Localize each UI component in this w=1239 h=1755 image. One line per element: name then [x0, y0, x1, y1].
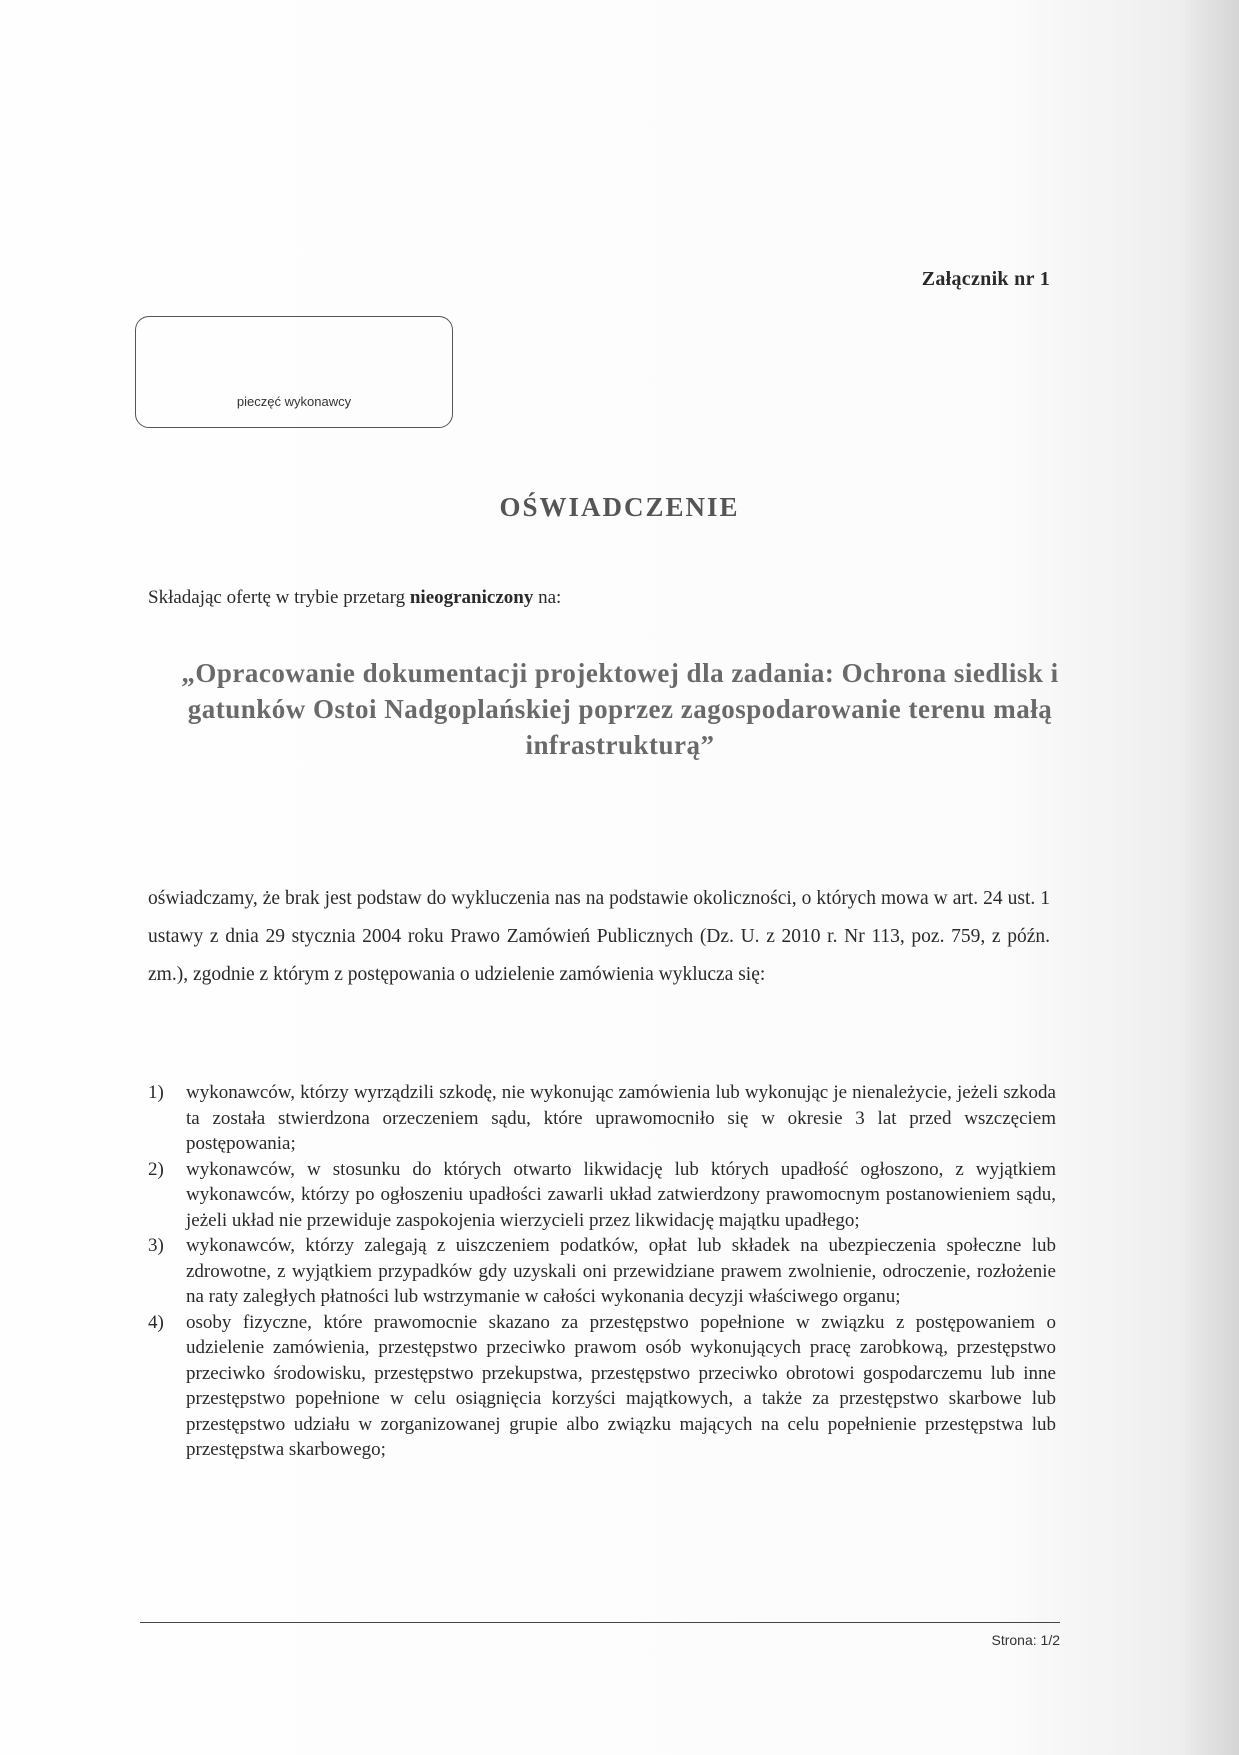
project-title: „Opracowanie dokumentacji projektowej dla zadania: Ochrona siedlisk i gatunków Ostoi Nadgoplańskiej poprzez zagospodarowanie terenu małą infrastrukturą”: [181, 658, 1059, 760]
list-item-text: osoby fizyczne, które prawomocnie skazano za przestępstwo popełnione w związku z postępowaniem o udzielenie zamówienia, przestępstwo przeciwko prawom osób wykonujących pracę zarobkową, przestępstwo przeciwko środowisku, przestępstwo przekupstwa, przestępstwo przeciwko obrotowi gospodarczemu lub inne przestępstwo popełnione w celu osiągnięcia korzyści majątkowych, a także za przestępstwo skarbowe lub przestępstwo udziału w zorganizowanej grupie albo związku mających na celu popełnienie przestępstwa lub przestępstwa skarbowego;: [186, 1311, 1056, 1460]
list-item-text: wykonawców, w stosunku do których otwarto likwidację lub których upadłość ogłoszono, z wyjątkiem wykonawców, którzy po ogłoszeniu upadłości zawarli układ zatwierdzony prawomocnym postanowieniem sądu, jeżeli układ nie przewiduje zaspokojenia wierzycieli przez likwidację majątku upadłego;: [186, 1158, 1056, 1231]
list-item-number: 3): [148, 1235, 164, 1256]
list-item-text: wykonawców, którzy zalegają z uiszczeniem podatków, opłat lub składek na ubezpieczenia społeczne lub zdrowotne, z wyjątkiem przypadków gdy uzyskali oni przewidziane prawem zwolnienie, odroczenie, rozłożenie na raty zaległych płatności lub wstrzymanie w całości wykonania decyzji właściwego organu;: [186, 1235, 1056, 1307]
intro-prefix: Składając ofertę w trybie przetarg: [148, 587, 410, 608]
list-item-text: wykonawców, którzy wyrządzili szkodę, nie wykonując zamówienia lub wykonując je nienależycie, jeżeli szkoda ta została stwierdzona orzeczeniem sądu, które uprawomocniło się w okresie 3 lat przed wszczęciem postępowania;: [186, 1082, 1056, 1154]
footer-divider: [140, 1622, 1060, 1623]
intro-suffix: na:: [533, 587, 562, 608]
list-item-number: 1): [148, 1082, 164, 1103]
stamp-label: pieczęć wykonawcy: [236, 394, 352, 409]
list-item-number: 4): [148, 1311, 164, 1333]
exclusion-conditions-list: [148, 1080, 1056, 1463]
intro-line: [148, 587, 561, 609]
list-item: [148, 1233, 1056, 1310]
list-item-number: 2): [148, 1158, 164, 1180]
list-item: [148, 1157, 1056, 1234]
intro-emphasis: nieograniczony: [409, 587, 534, 608]
contractor-stamp-box: [135, 316, 453, 428]
page-number: Strona: 1/2: [991, 1632, 1060, 1648]
page-edge-shadow: [1179, 0, 1239, 1755]
list-item: [148, 1080, 1056, 1157]
attachment-label: Załącznik nr 1: [921, 268, 1050, 290]
statement-paragraph: oświadczamy, że brak jest podstaw do wykluczenia nas na podstawie okoliczności, o których mowa w art. 24 ust. 1 ustawy z dnia 29 stycznia 2004 roku Prawo Zamówień Publicznych (Dz. U. z 2010 r. Nr 113, poz. 759, z późn. zm.), zgodnie z którym z postępowania o udzielenie zamówienia wyklucza się:: [148, 888, 1050, 985]
document-title: OŚWIADCZENIE: [499, 492, 740, 522]
list-item: [148, 1310, 1056, 1463]
